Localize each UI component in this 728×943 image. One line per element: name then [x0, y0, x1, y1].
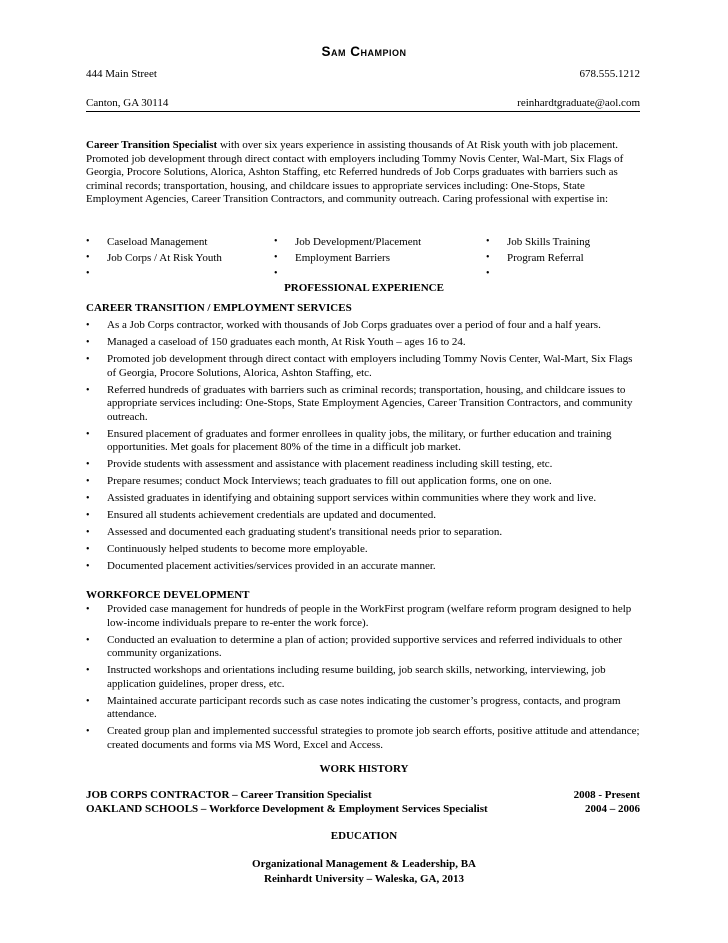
list-item-text: Provided case management for hundreds of people in the WorkFirst program (welfare reform program designed to help low-income individuals prepare to re-enter the work force).: [107, 603, 632, 629]
list-item-text: Maintained accurate participant records such as case notes indicating the customer’s progress, contacts, and program attendance.: [107, 694, 621, 721]
skills-row: [86, 236, 642, 250]
skill-label: Employment Barriers: [295, 252, 391, 264]
bullet-icon: •: [86, 384, 90, 396]
list-item: [86, 509, 642, 523]
work-history-heading: WORK HISTORY: [319, 763, 409, 775]
bullet-icon: •: [86, 510, 90, 522]
list-item-text: Instructed workshops and orientations including resume building, job search skills, networking, interviewing, job application guidelines, proper dress, etc.: [107, 664, 606, 690]
list-item-text: Conducted an evaluation to determine a plan of action; provided supportive services and referred individuals to other community organizations.: [107, 633, 623, 660]
list-item: [86, 458, 642, 472]
list-item-text: Assessed and documented each graduating student's transitional needs prior to separation.: [107, 526, 503, 539]
list-item-text: Referred hundreds of graduates with barriers such as criminal records; transportation, housing, and childcare issues to appropriate services including: One-Stops, State Employment Agencies, Career Transition Contractors, and community outreach.: [107, 383, 633, 423]
section-title-career-transition: CAREER TRANSITION / EMPLOYMENT SERVICES: [86, 302, 352, 314]
bullet-icon: •: [486, 252, 490, 263]
bullet-icon: •: [274, 236, 278, 247]
education-school: Reinhardt University – Waleska, GA, 2013: [264, 873, 464, 885]
career-transition-bullets: [86, 319, 642, 577]
work-history-dates: 2004 – 2006: [585, 803, 640, 815]
skills-row: [86, 268, 642, 282]
bullet-icon: •: [486, 268, 490, 279]
work-history-title: JOB CORPS CONTRACTOR – Career Transition Specialist: [86, 789, 372, 801]
contact-row-2: [86, 97, 640, 110]
list-item-text: Managed a caseload of 150 graduates each month, At Risk Youth – ages 16 to 24.: [107, 335, 466, 348]
bullet-icon: •: [86, 527, 90, 539]
list-item: [86, 634, 642, 661]
skill-label: Job Skills Training: [507, 236, 591, 248]
professional-summary: [86, 139, 642, 207]
bullet-icon: •: [86, 544, 90, 556]
list-item-text: Continuously helped students to become more employable.: [107, 543, 368, 556]
list-item: [86, 543, 642, 557]
list-item: [86, 526, 642, 540]
list-item: [86, 319, 642, 333]
bullet-icon: •: [86, 353, 90, 365]
skill-label: Job Development/Placement: [295, 236, 422, 248]
bullet-icon: •: [274, 268, 278, 279]
education-degree: Organizational Management & Leadership, BA: [252, 858, 476, 870]
bullet-icon: •: [86, 320, 90, 331]
list-item: [86, 428, 642, 455]
list-item-text: Documented placement activities/services provided in an accurate manner.: [107, 560, 436, 573]
bullet-icon: •: [86, 459, 90, 471]
bullet-icon: •: [86, 336, 90, 348]
bullet-icon: •: [86, 476, 90, 488]
list-item-text: As a Job Corps contractor, worked with thousands of Job Corps graduates over a period of four and a half years.: [107, 319, 601, 331]
skills-row: [86, 252, 642, 266]
bullet-icon: •: [86, 665, 90, 677]
list-item-text: Ensured placement of graduates and former enrollees in quality jobs, the military, or further education and training opportunities. Met goals for placement 80% of the time in a difficult job market.: [107, 427, 612, 454]
list-item: [86, 560, 642, 574]
list-item: [86, 336, 642, 350]
bullet-icon: •: [486, 236, 490, 247]
email-address[interactable]: reinhardtgraduate@aol.com: [517, 97, 640, 109]
header-divider: [86, 111, 640, 112]
section-title-workforce-development: WORKFORCE DEVELOPMENT: [86, 589, 250, 601]
bullet-icon: •: [86, 252, 90, 263]
list-item-text: Prepare resumes; conduct Mock Interviews; teach graduates to fill out application forms, one on one.: [107, 475, 552, 488]
list-item-text: Created group plan and implemented successful strategies to promote job search efforts, positive attitude and attendance; created documents and forms via MS Word, Excel and Access.: [107, 725, 640, 751]
list-item: [86, 603, 642, 630]
bullet-icon: •: [86, 561, 90, 573]
work-history-row: [86, 803, 640, 816]
candidate-name: [0, 44, 728, 59]
phone-number: 678.555.1212: [579, 68, 640, 80]
skill-label: Program Referral: [507, 252, 584, 264]
list-item-text: Assisted graduates in identifying and obtaining support services within communities where they work and live.: [107, 492, 597, 505]
skill-label: Job Corps / At Risk Youth: [107, 252, 222, 264]
bullet-icon: •: [86, 726, 90, 738]
list-item-text: Ensured all students achievement credentials are updated and documented.: [107, 509, 436, 522]
education-heading: EDUCATION: [330, 830, 398, 842]
city-state-zip: Canton, GA 30114: [86, 97, 169, 109]
street-address: 444 Main Street: [86, 68, 157, 80]
list-item: [86, 725, 642, 752]
candidate-name-text: Sam Champion: [321, 44, 407, 59]
skill-label: Caseload Management: [107, 236, 208, 248]
bullet-icon: •: [274, 252, 278, 263]
workforce-development-bullets: [86, 603, 642, 756]
list-item: [86, 353, 642, 380]
summary-text: with over six years experience in assisting thousands of At Risk youth with job placement. Promoted job development through direct contact with employers including Tommy Novis Center, Wal-Mart, Six Flags of Georgia, Procore Solutions, Alorica, Ashton Staffing, etc Referred hundreds of Job Corps graduates with barriers such as criminal records; transportation, housing, and childcare issues to appropriate services including: One-Stops, State Employment Agencies, Career Transition Contractors, and community outreach. Caring professional with expertise in:: [86, 139, 624, 206]
work-history-dates: 2008 - Present: [573, 789, 640, 801]
list-item: [86, 695, 642, 722]
bullet-icon: •: [86, 236, 90, 247]
bullet-icon: •: [86, 604, 90, 615]
bullet-icon: •: [86, 695, 90, 707]
work-history-row: [86, 789, 640, 802]
professional-experience-heading: PROFESSIONAL EXPERIENCE: [284, 282, 444, 294]
bullet-icon: •: [86, 428, 90, 440]
contact-row-1: [86, 68, 640, 81]
list-item: [86, 664, 642, 691]
bullet-icon: •: [86, 493, 90, 505]
list-item: [86, 492, 642, 506]
summary-title: Career Transition Specialist: [86, 139, 218, 151]
work-history-title: OAKLAND SCHOOLS – Workforce Development & Employment Services Specialist: [86, 803, 488, 815]
list-item: [86, 475, 642, 489]
bullet-icon: •: [86, 268, 90, 279]
list-item: [86, 384, 642, 425]
list-item-text: Provide students with assessment and assistance with placement readiness including skill testing, etc.: [107, 458, 553, 471]
list-item-text: Promoted job development through direct contact with employers including Tommy Novis Center, Wal-Mart, Six Flags of Georgia, Procore Solutions, Alorica, Ashton Staffing, etc.: [107, 352, 633, 379]
bullet-icon: •: [86, 634, 90, 646]
